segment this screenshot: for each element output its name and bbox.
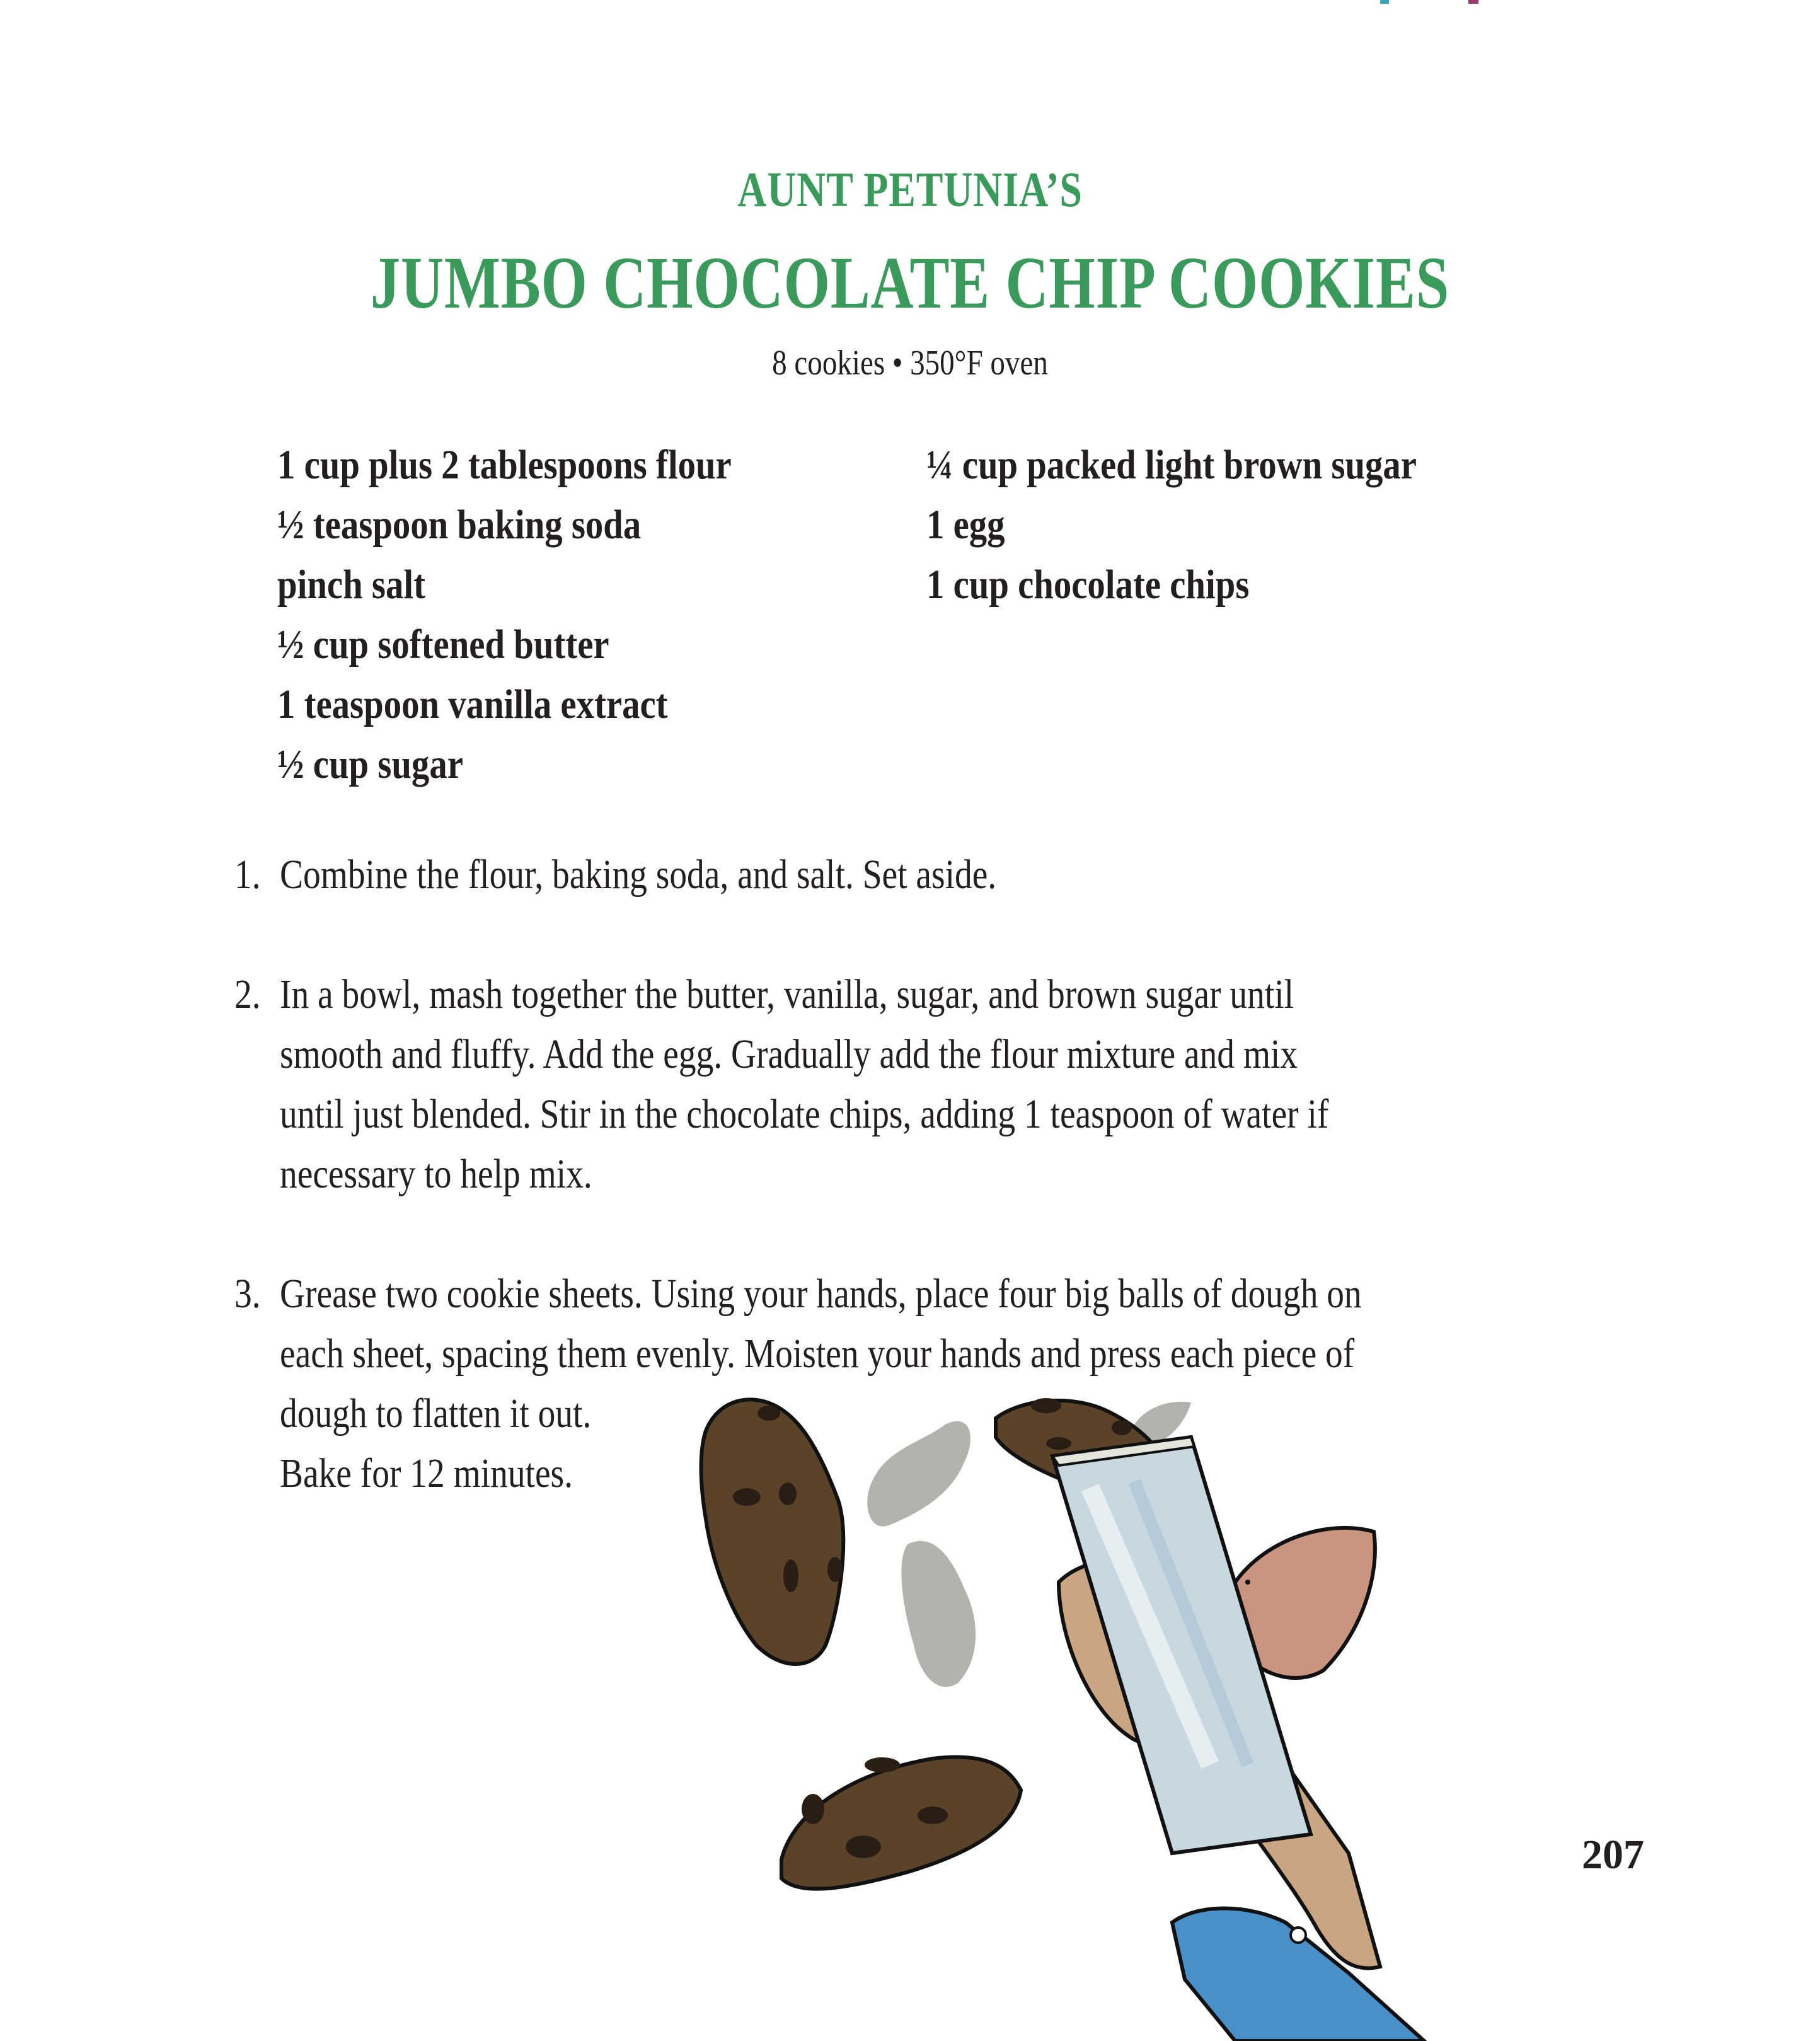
ingredient-item: 1 teaspoon vanilla extract (277, 681, 668, 727)
ingredient-item: ½ teaspoon baking soda (277, 502, 642, 548)
top-edge-artifact (1468, 0, 1478, 4)
ingredient-item: 1 cup plus 2 tablespoons flour (277, 442, 732, 488)
ingredient-item: ½ cup softened butter (277, 622, 609, 668)
step-line: Bake for 12 minutes. (280, 1450, 573, 1496)
step-text (280, 964, 1528, 1204)
mouse-cookies-illustration (681, 1374, 1820, 2041)
instruction-step (234, 845, 1621, 905)
step-text (280, 845, 1133, 905)
step-number: 1. (234, 852, 261, 898)
ingredients-column-left (277, 435, 926, 794)
step-line: dough to flatten it out. (280, 1391, 592, 1437)
step-line: Combine the flour, baking soda, and salt. Set aside. (280, 852, 997, 898)
step-line: Grease two cookie sheets. Using your hands, place four big balls of dough on (280, 1271, 1362, 1317)
ingredients-column-right (926, 435, 1497, 794)
ingredient-item: pinch salt (277, 562, 425, 608)
step-number: 3. (234, 1271, 261, 1317)
page-number: 207 (1582, 1832, 1644, 1878)
recipe-title: JUMBO CHOCOLATE CHIP COOKIES (370, 241, 1450, 324)
step-line: until just blended. Stir in the chocolate chips, adding 1 teaspoon of water if (280, 1091, 1329, 1137)
recipe-yield: 8 cookies • 350°F oven (772, 344, 1048, 383)
ingredient-item: ½ cup sugar (277, 741, 463, 787)
instruction-step (234, 964, 1621, 1204)
ingredient-item: 1 cup chocolate chips (926, 562, 1250, 608)
cookie-icon (781, 1757, 1021, 1888)
step-line: necessary to help mix. (280, 1151, 592, 1197)
recipe-header (0, 162, 1820, 383)
recipe-kicker: AUNT PETUNIA’S (737, 162, 1083, 217)
step-line: each sheet, spacing them evenly. Moisten your hands and press each piece of (280, 1331, 1355, 1377)
step-line: smooth and fluffy. Add the egg. Gradually add the flour mixture and mix (280, 1031, 1298, 1077)
step-number: 2. (234, 971, 261, 1017)
ingredients-list (277, 435, 1601, 794)
step-line: In a bowl, mash together the butter, vanilla, sugar, and brown sugar until (280, 971, 1294, 1017)
mouse-character (1052, 1437, 1424, 2041)
cookie-icon (701, 1399, 844, 1664)
ingredient-item: ¼ cup packed light brown sugar (926, 442, 1417, 488)
ingredient-item: 1 egg (926, 502, 1005, 548)
top-edge-artifact (1380, 0, 1389, 4)
